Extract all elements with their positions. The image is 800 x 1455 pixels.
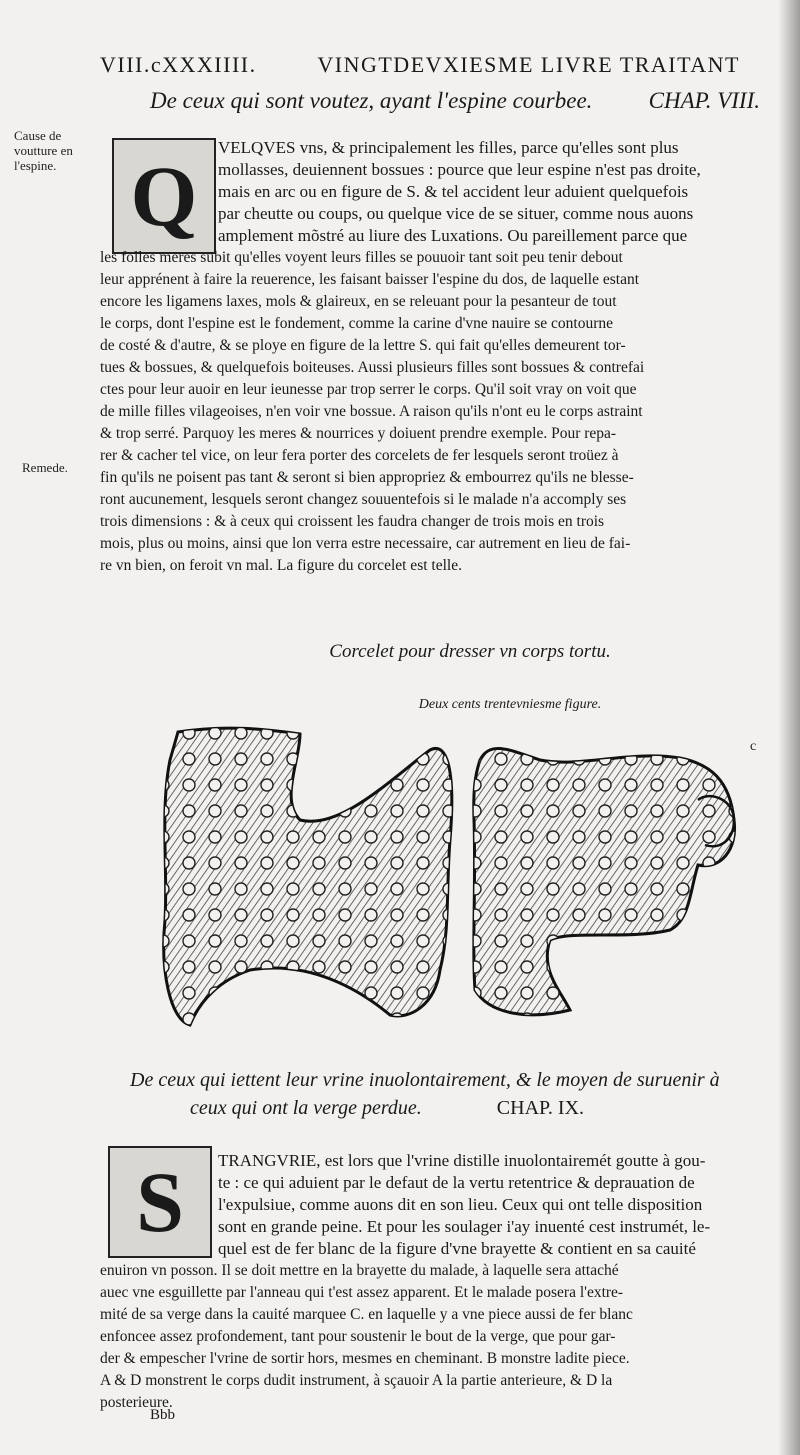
- figure-marker: c: [750, 739, 757, 754]
- running-header: [100, 52, 740, 78]
- body-line: A & D monstrent le corps dudit instrument, à sçauoir A la partie anterieure, & D la: [100, 1372, 613, 1389]
- body-line: trois dimensions : & à ceux qui croissent les faudra changer de trois mois en trois: [100, 513, 605, 530]
- body-line: le corps, dont l'espine est le fondement, comme la carine d'vne nauire se contourne: [100, 315, 614, 332]
- body-line: de costé & d'autre, & se ploye en figure de la lettre S. qui fait qu'elles demeurent tor-: [100, 337, 626, 354]
- body-line: TRANGVRIE, est lors que l'vrine distille inuolontairemét goutte à gou-: [218, 1151, 706, 1170]
- body-line: sont en grande peine. Et pour les soulager i'ay inuenté cest instrumét, le-: [218, 1217, 711, 1236]
- chapter-8-title: De ceux qui sont voutez, ayant l'espine courbee.: [150, 88, 593, 113]
- margin-note-cause: Cause de voutture en l'espine.: [14, 128, 73, 173]
- body-line: enfoncee assez profondement, tant pour soustenir le bout de la verge, que pour gar-: [100, 1328, 616, 1345]
- body-line: quel est de fer blanc de la figure d'vne brayette & contient en sa cauité: [218, 1239, 696, 1258]
- body-line: fin qu'ils ne poisent pas tant & seront si bien appropriez & embourrez qu'ils ne blesse-: [100, 469, 634, 486]
- body-line: tues & bossues, & quelquefois boiteuses. Aussi plusieurs filles sont bossues & contrefai: [100, 359, 645, 376]
- body-line: enuiron vn posson. Il se doit mettre en la brayette du malade, à laquelle sera attaché: [100, 1262, 619, 1279]
- body-line: mité de sa verge dans la cauité marquee C. en laquelle y a vne piece aussi de fer blanc: [100, 1306, 633, 1323]
- body-line: les folles meres subit qu'elles voyent leurs filles se pouuoir tant soit peu tenir debout: [100, 249, 623, 266]
- corset-illustration: [150, 720, 757, 1060]
- body-line: ront aucunement, lesquels seront changez souuentefois si le malade n'a accomply ses: [100, 491, 627, 508]
- body-line: re vn bien, on feroit vn mal. La figure du corcelet est telle.: [100, 557, 462, 574]
- body-line: mois, plus ou moins, ainsi que lon verra estre necessaire, car autrement en lieu de fai-: [100, 535, 631, 552]
- chapter-8-body: [100, 137, 765, 577]
- body-line: l'expulsiue, comme auons dit en son lieu. Ceux qui ont telle disposition: [218, 1195, 703, 1214]
- body-line: rer & cacher tel vice, on leur fera porter des corcelets de fer lesquels seront troüez à: [100, 447, 619, 464]
- body-line: VELQVES vns, & principalement les filles, parce qu'elles sont plus: [218, 138, 679, 157]
- body-line: de mille filles vilageoises, n'en voir vne bossue. A raison qu'ils n'ont eu le corps astraint: [100, 403, 643, 420]
- page-signature: Bbb: [150, 1407, 176, 1423]
- chapter-9-title-line-1: De ceux qui iettent leur vrine inuolontairement, & le moyen de suruenir à: [130, 1069, 720, 1091]
- chapter-9-heading: [130, 1066, 750, 1122]
- body-line: ctes pour leur auoir en leur ieunesse par trop serrer le corps. Qu'il soit vray on voit que: [100, 381, 637, 398]
- folio-number: VIII.cXXXIIII.: [100, 52, 257, 77]
- running-title: VINGTDEVXIESME LIVRE TRAITANT: [317, 52, 740, 77]
- page-gutter-shadow: [778, 0, 800, 1455]
- body-line: amplement mõstré au liure des Luxations. Ou pareillement parce que: [218, 226, 688, 245]
- corset-front-half: [164, 728, 452, 1025]
- corset-back-half: [474, 748, 735, 1014]
- body-line: der & empescher l'vrine de sortir hors, mesmes en cheminant. B monstre ladite piece.: [100, 1350, 630, 1367]
- body-line: leur apprénent à faire la reuerence, les faisant baisser l'espine du dos, de laquelle estant: [100, 271, 640, 288]
- figure-number: Deux cents trentevniesme figure.: [418, 697, 602, 712]
- decorated-initial-s: S: [108, 1146, 212, 1258]
- chapter-9-body: [100, 1150, 765, 1414]
- body-line: auec vne esguillette par l'anneau qui t'est assez apparent. Et le malade posera l'extre-: [100, 1284, 624, 1301]
- chapter-8-heading: [150, 88, 760, 114]
- body-line: & trop serré. Parquoy les meres & nourrices y doiuent prendre exemple. Pour repa-: [100, 425, 617, 442]
- body-line: te : ce qui aduient par le defaut de la vertu retentrice & deprauation de: [218, 1173, 695, 1192]
- body-line: mais en arc ou en figure de S. & tel accident leur aduient quelquefois: [218, 182, 689, 201]
- body-line: par cheutte ou coups, ou quelque vice de se situer, comme nous auons: [218, 204, 694, 223]
- figure-caption: Corcelet pour dresser vn corps tortu.: [329, 641, 611, 662]
- body-line: encore les ligamens laxes, mols & glaireux, en se releuant pour la pesanteur de tout: [100, 293, 617, 310]
- chapter-9-number: CHAP. IX.: [496, 1097, 585, 1119]
- body-line: mollasses, deuiennent bossues : pource que leur espine n'est pas droite,: [218, 160, 701, 179]
- chapter-9-title-line-2: ceux qui ont la verge perdue.: [190, 1097, 422, 1119]
- chapter-8-number: CHAP. VIII.: [648, 88, 760, 113]
- body-line: posterieure.: [100, 1394, 173, 1411]
- margin-note-remede: Remede.: [22, 460, 68, 475]
- decorated-initial-q: Q: [112, 138, 216, 254]
